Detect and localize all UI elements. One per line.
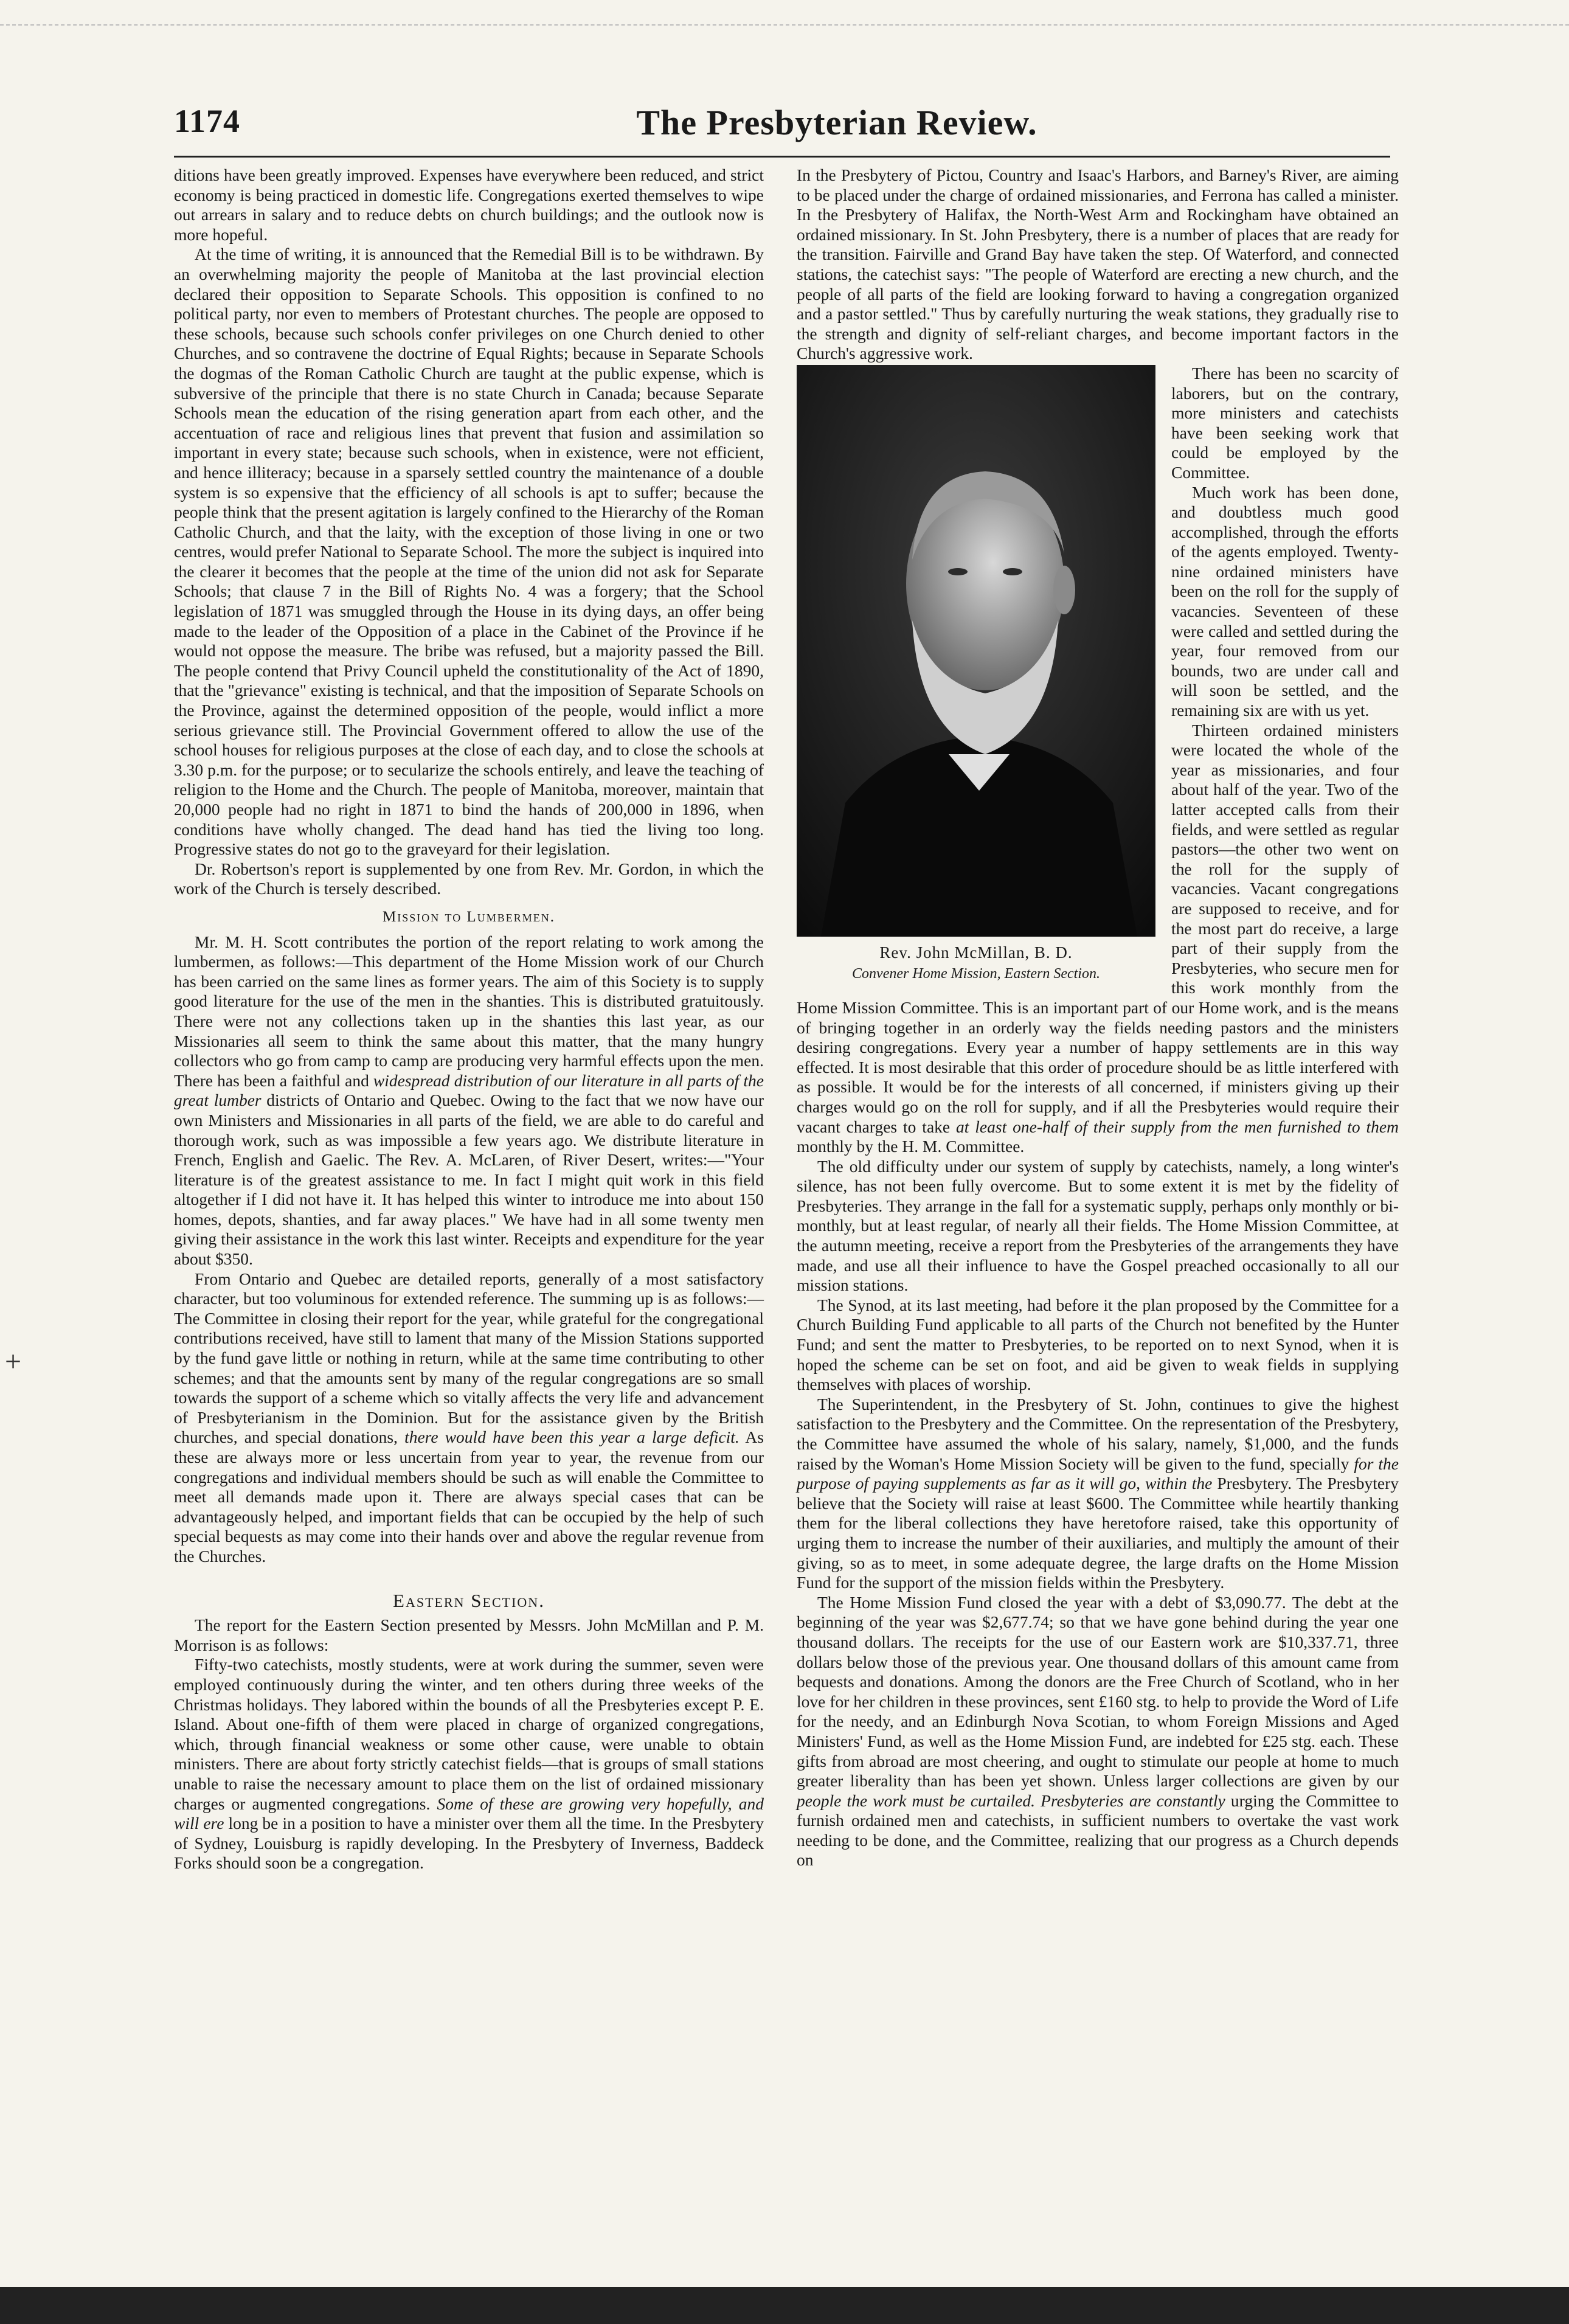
paragraph: The old difficulty under our system of supply by catechists, namely, a long winter's silence, has not been fully overcome. But to some extent it is met by the fidelity of Presbyteries. They arrange in the fall for a systematic supply, perhaps only monthly or bi-monthly, but at least regular, of nearly all their fields. The Home Mission Committee, at the autumn meeting, receive a report from the Presbyteries of the arrangements they have made, and use all their influence to have the Gospel preached occasionally to all our mission stations. <box>797 1156 1399 1295</box>
paragraph: The Home Mission Fund closed the year with a debt of $3,090.77. The debt at the beginning of the year was $2,677.74; so that we have gone behind during the year one thousand dollars. The receipts for the use of our Eastern work are $10,337.71, three dollars below those of the previous year. One thousand dollars of this amount came from bequests and donations. Among the donors are the Free Church of Scotland, who in her love for her children in these provinces, sent £160 stg. to help to provide the Word of Life for the needy, and an Edinburgh Nova Scotian, to whom Foreign Missions and Aged Ministers' Fund, as well as the Home Mission Fund, are indebted for £25 stg. each. These gifts from abroad are most cheering, and ought to stimulate our people at home to much greater liberality than has been yet shown. Unless larger collections are given by our people the work must be curtailed. Presbyteries are constantly urging the Committee to furnish ordained men and catechists, in sufficient numbers to overtake the vast work needing to be done, and the Committee, realizing that our progress as a Church depends on <box>797 1592 1399 1870</box>
portrait-figure <box>797 365 1155 983</box>
paragraph: The Synod, at its last meeting, had before it the plan proposed by the Committee for a Church Building Fund applicable to all parts of the Church not benefited by the Hunter Fund; and sent the matter to Presbyteries, to be reported on to next Synod, when it is hoped the scheme can be set on foot, and aid be given to weak fields in supplying themselves with places of worship. <box>797 1295 1399 1394</box>
scan-top-edge <box>0 0 1569 26</box>
section-heading: Eastern Section. <box>393 1589 545 1611</box>
right-column <box>797 165 1399 1870</box>
paragraph: From Ontario and Quebec are detailed reports, generally of a most satisfactory character, but too voluminous for extended reference. The summing up is as follows:—The Committee in closing their report for the year, while grateful for the congregational contributions received, have still to lament that many of the Mission Stations supported by the fund gave little or nothing in return, while at the same time contributing to other schemes; and that the amounts sent by many of the regular congregations are so small towards the support of a scheme which so vitally affects the very life and advancement of Presbyterianism in the Dominion. But for the assistance given by the British churches, and special donations, there would have been this year a large deficit. As these are always more or less uncertain from year to year, the revenue from our congregations and individual members should be such as will enable the Committee to meet all demands made upon it. There are always special cases that can be advantageously helped, and important fields that can be occupied by the help of such special bequests as may come into their hands over and above the regular revenue from the Churches. <box>174 1269 764 1566</box>
paragraph: Mr. M. H. Scott contributes the portion of the report relating to work among the lumbermen, as follows:—This department of the Home Mission work of our Church has been carried on the same lines as former years. The aim of this Society is to supply good literature for the use of the men in the shanties. This is distributed gratuitously. There were not any collections taken up in the shanties this last year, as our Missionaries all seem to think the same about this matter, that the many hungry collectors who go from camp to camp are producing very harmful effects upon the men. There has been a faithful and widespread distribution of our literature in all parts of the great lumber districts of Ontario and Quebec. Owing to the fact that we now have our own Ministers and Missionaries in all parts of the field, we are able to do careful and thorough work, such as was impossible a few years ago. We distribute literature in French, English and Gaelic. The Rev. A. McLaren, of River Desert, writes:—"Your literature is of the greatest assistance to me. In fact I might quit work in this field altogether if I did not have it. It has helped this winter to introduce me into about 150 homes, depots, shanties, and far away places." We have had in all some twenty men giving their assistance in the work this last winter. Receipts and expenditure for the year about $350. <box>174 932 764 1269</box>
paragraph: Fifty-two catechists, mostly students, were at work during the summer, seven were employed continuously during the winter, and ten others during three weeks of the Christmas holidays. They labored within the bounds of all the Presbyteries except P. E. Island. About one-fifth of them were placed in charge of organized congregations, which, through financial weakness or some other cause, were unable to obtain ministers. There are about forty strictly catechist fields—that is groups of small stations unable to raise the necessary amount to place them on the list of ordained missionary charges or augmented congregations. Some of these are growing very hopefully, and will ere long be in a position to have a minister over them all the time. In the Presbytery of Sydney, Louisburg is rapidly developing. In the Presbytery of Inverness, Baddeck Forks should soon be a congregation. <box>174 1655 764 1873</box>
portrait-photo <box>797 365 1155 937</box>
left-column <box>174 165 764 1873</box>
paragraph: ditions have been greatly improved. Expenses have everywhere been reduced, and strict economy is being practiced in domestic life. Congregations exerted themselves to wipe out arrears in salary and to reduce debts on church buildings; and the outlook now is more hopeful. <box>174 165 764 244</box>
section-heading: Mission to Lumbermen. <box>383 908 555 925</box>
paragraph: Dr. Robertson's report is supplemented by one from Rev. Mr. Gordon, in which the work of the Church is tersely described. <box>174 859 764 898</box>
paragraph: Much work has been done, and doubtless much good accomplished, through the efforts of the agents employed. Twenty-nine ordained ministers have been on the roll for the supply of vacancies. Seventeen of these were called and settled during the year, four removed from our bounds, two are under call and will soon be settled, and the remaining six are with us yet. <box>1171 482 1399 720</box>
paragraph: At the time of writing, it is announced that the Remedial Bill is to be withdrawn. By an overwhelming majority the people of Manitoba at the last provincial election declared their opposition to Separate Schools. This opposition is confined to no political party, nor even to members of Protestant churches. The people are opposed to these schools, because such schools confer privileges on one Church denied to other Churches, and so contravene the doctrine of Equal Rights; because in Separate Schools the dogmas of the Roman Catholic Church are taught at the public expense, which is subversive of the principle that there is no state Church in Canada; because Separate Schools mean the education of the rising generation apart from each other, and the accentuation of race and religious lines that prevent that fusion and assimilation so important in every state; because such schools, when in existence, were not efficient, and hence illiteracy; because in a sparsely settled country the maintenance of a double system is so expensive that the efficiency of all schools is apt to suffer; because the people think that the present agitation is largely confined to the Hierarchy of the Roman Catholic Church, and that the laity, with the exception of those living in one or two centres, would prefer National to Separate School. The more the subject is inquired into the clearer it becomes that the people at the time of the union did not ask for Separate Schools; that clause 7 in the Bill of Rights No. 4 was a forgery; that the School legislation of 1871 was smuggled through the House in its dying days, an offer being made to the leader of the Opposition of a place in the Cabinet of the Province if he would not oppose the measure. The bribe was refused, but a majority passed the Bill. The people contend that Privy Council upheld the constitutionality of the Act of 1890, that the "grievance" existing is technical, and that the imposition of Separate Schools on the Province, against the determined opposition of the people, would inflict a more serious grievance still. The Provincial Government offered to allow the use of the school houses for religious purposes at the close of each day, and to close the schools at 3.30 p.m. for the purpose; or to secularize the schools entirely, and leave the teaching of religion to the Home and the Church. The people of Manitoba, moreover, maintain that 20,000 people had no right in 1871 to bind the hands of 200,000 in 1896, when conditions have wholly changed. The dead hand has tied the living too long. Progressive states do not go to the graveyard for their legislation. <box>174 245 764 859</box>
header-rule <box>174 156 1390 158</box>
portrait-caption-subtitle: Convener Home Mission, Eastern Section. <box>852 965 1100 982</box>
page-number: 1174 <box>174 103 241 139</box>
running-header <box>174 102 1390 151</box>
paragraph: There has been no scarcity of laborers, but on the contrary, more ministers and catechists have been seeking work that could be employed by the Committee. <box>1171 363 1399 482</box>
crop-mark: + <box>5 1345 22 1378</box>
paragraph: Thirteen ordained ministers were located the whole of the year as missionaries, and four about half of the year. Two of the latter accepted calls from their fields, and were settled as regular pastors—the other two went on the roll for the supply of vacancies. Vacant congregations are supposed to receive, and for the most part do receive, a large part of their supply from the Presbyteries, who secure men for this work monthly from the Home Mission Committee. This is an important part of our Home work, and is the means of bringing together in an orderly way the fields needing pastors and the ministers desiring congregations. Every year a number of happy settlements are in this way effected. It is most desirable that this order of procedure should be as little interfered with as possible. It would be for the interests of all concerned, if ministers giving up their charges would go on the roll for supply, and if all the Presbyteries would require their vacant charges to take at least one-half of their supply from the men furnished to them monthly by the H. M. Committee. <box>797 720 1399 1156</box>
paragraph: The report for the Eastern Section presented by Messrs. John McMillan and P. M. Morrison is as follows: <box>174 1615 764 1654</box>
paragraph: In the Presbytery of Pictou, Country and Isaac's Harbors, and Barney's River, are aiming to be placed under the charge of ordained missionaries, and Ferrona has called a minister. In the Presbytery of Halifax, the North-West Arm and Rockingham have obtained an ordained missionary. In St. John Presbytery, there is a number of places that are ready for the transition. Fairville and Grand Bay have taken the step. Of Waterford, and connected stations, the catechist says: "The people of Waterford are erecting a new church, and the people of all parts of the field are looking forward to having a congregation organized and a pastor settled." Thus by carefully nurturing the weak stations, they gradually rise to the strength and dignity of self-reliant charges, and become important factors in the Church's aggressive work. <box>797 165 1399 363</box>
scan-bottom-band <box>0 2287 1569 2324</box>
running-title: The Presbyterian Review. <box>636 103 1037 142</box>
portrait-caption-name: Rev. John McMillan, B. D. <box>879 943 1073 962</box>
paragraph: The Superintendent, in the Presbytery of St. John, continues to give the highest satisfaction to the Presbytery and the Committee. On the representation of the Presbytery, the Committee have assumed the whole of his salary, namely, $1,000, and the funds raised by the Woman's Home Mission Society will be given to the fund, specially for the purpose of paying supplements as far as it will go, within the Presbytery. The Presbytery believe that the Society will raise at least $600. The Committee while heartily thanking them for the liberal collections they have heretofore raised, take this opportunity of urging them to increase the number of their auxiliaries, and multiply the amount of their giving, so as to meet, in some adequate degree, the large drafts on the Home Mission Fund for the support of the mission fields within the Presbytery. <box>797 1394 1399 1592</box>
